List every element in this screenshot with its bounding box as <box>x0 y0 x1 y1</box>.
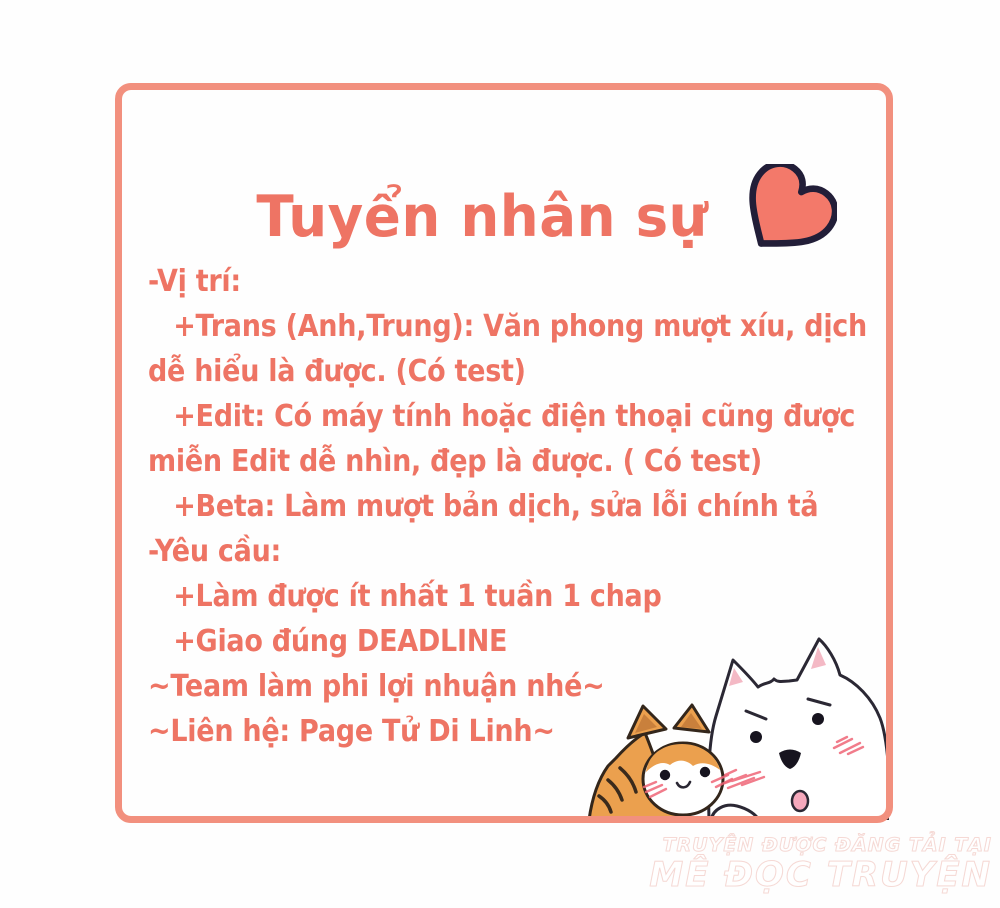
watermark-line2: MÊ ĐỌC TRUYỆN <box>649 855 992 895</box>
recruitment-line: ~Team làm phi lợi nhuận nhé~ <box>148 669 605 704</box>
recruitment-line: +Trans (Anh,Trung): Văn phong mượt xíu, dịch <box>173 309 867 344</box>
title-row <box>123 168 885 266</box>
recruitment-line: ~Liên hệ: Page Tử Di Linh~ <box>148 714 555 749</box>
recruitment-line: miễn Edit dễ nhìn, đẹp là được. ( Có test) <box>148 444 762 479</box>
page-title: Tuyển nhân sự <box>256 184 708 250</box>
recruitment-line: +Giao đúng DEADLINE <box>173 624 508 659</box>
watermark-line1: TRUYỆN ĐƯỢC ĐĂNG TẢI TẠI <box>662 834 992 856</box>
watermark <box>649 834 992 895</box>
recruitment-text <box>148 259 877 754</box>
recruitment-line: +Edit: Có máy tính hoặc điện thoại cũng được <box>173 399 856 434</box>
recruitment-line: -Vị trí: <box>148 264 241 299</box>
heart-icon <box>733 164 837 266</box>
recruitment-line: -Yêu cầu: <box>148 534 282 569</box>
recruitment-line: dễ hiểu là được. (Có test) <box>148 354 526 389</box>
recruitment-line: +Beta: Làm mượt bản dịch, sửa lỗi chính tả <box>173 489 819 524</box>
recruitment-line: +Làm được ít nhất 1 tuần 1 chap <box>173 579 662 614</box>
